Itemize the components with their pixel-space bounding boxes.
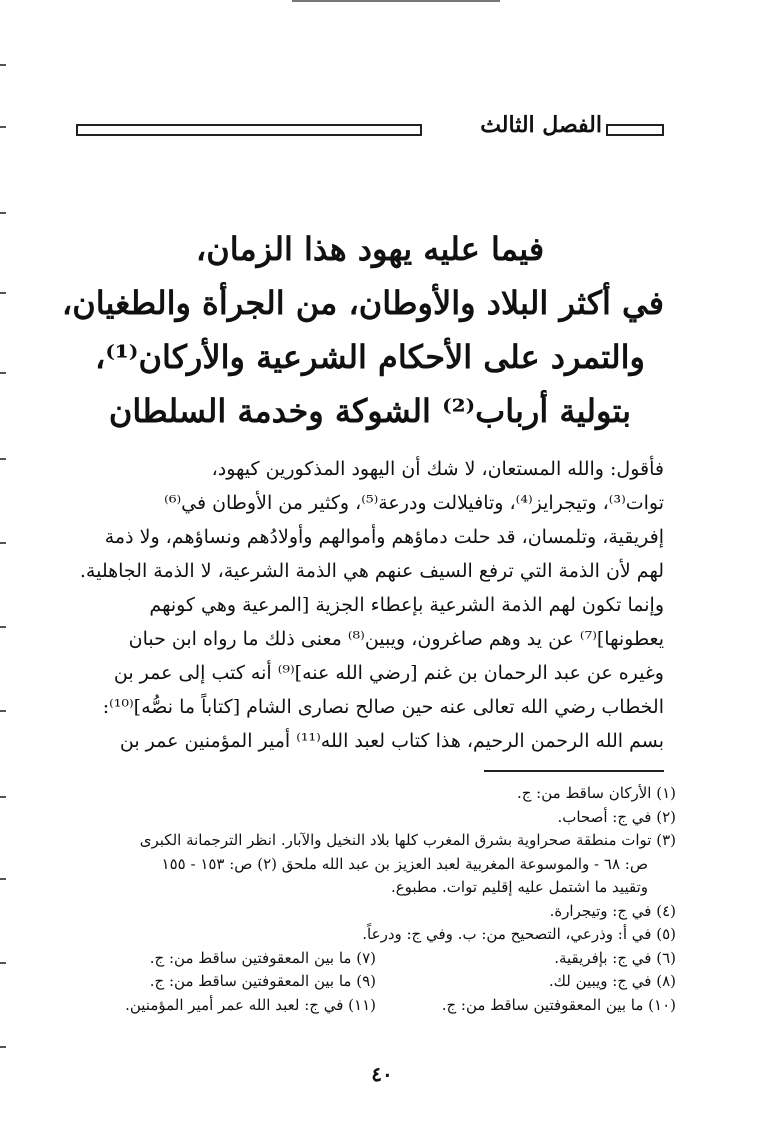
title-line: والتمرد على الأحكام الشرعية والأركان⁽¹⁾، — [95, 338, 645, 376]
footnote: (١٠) ما بين المعقوفتين ساقط من: ج. — [441, 995, 676, 1014]
body-line: الخطاب رضي الله تعالى عنه حين صالح نصارى الشام [كتاباً ما نصُّه]⁽¹⁰⁾: — [102, 696, 664, 718]
section-title — [61, 222, 664, 438]
footnote: (٩) ما بين المعقوفتين ساقط من: ج. — [149, 972, 376, 990]
header-frame-left — [76, 124, 422, 136]
footnote: (١) الأركان ساقط من: ج. — [516, 784, 676, 802]
chapter-header — [76, 112, 664, 144]
header-frame-right — [606, 124, 664, 136]
footnote-continuation: ص: ٦٨ - والموسوعة المغربية لعبد العزيز بن عبد الله ملحق (٢) ص: ١٥٣ - ١٥٥ — [161, 854, 648, 873]
margin-tick — [0, 542, 6, 544]
footnote-pair — [76, 970, 676, 994]
footnote-continuation: وتقييد ما اشتمل عليه إقليم توات. مطبوع. — [390, 878, 648, 896]
margin-tick — [0, 796, 6, 798]
body-line: يعطونها]⁽⁷⁾ عن يد وهم صاغرون، ويبين⁽⁸⁾ معنى ذلك ما رواه ابن حبان — [128, 628, 664, 650]
body-line: بسم الله الرحمن الرحيم، هذا كتاب لعبد الله⁽¹¹⁾ أمير المؤمنين عمر بن — [119, 730, 664, 752]
footnote-pair — [76, 947, 676, 971]
margin-tick — [0, 64, 6, 66]
page-number: ٤٠ — [371, 1062, 393, 1086]
top-edge-line — [292, 0, 500, 2]
footnote: (٦) في ج: بإفريقية. — [554, 948, 676, 967]
body-line: إفريقية، وتلمسان، قد حلت دماؤهم وأموالهم وأولادُهم ونساؤهم، ولا ذمة — [104, 526, 664, 548]
footnote: (٥) في أ: وذرعي، التصحيح من: ب. وفي ج: ودرعاً. — [362, 925, 676, 943]
title-line: في أكثر البلاد والأوطان، من الجرأة والطغيان، — [61, 284, 664, 322]
body-line: توات⁽³⁾، وتيجرايز⁽⁴⁾، وتافيلالت ودرعة⁽⁵⁾، وكثير من الأوطان في⁽⁶⁾ — [164, 492, 664, 514]
body-line: وإنما تكون لهم الذمة الشرعية بإعطاء الجزية [المرعية وهي كونهم — [149, 594, 664, 616]
margin-tick — [0, 710, 6, 712]
margin-tick — [0, 292, 6, 294]
body-line: وغيره عن عبد الرحمان بن غنم [رضي الله عنه]⁽⁹⁾ أنه كتب إلى عمر بن — [113, 662, 664, 684]
margin-tick — [0, 1046, 6, 1048]
footnote: (٣) توات منطقة صحراوية بشرق المغرب كلها بلاد النخيل والآبار. انظر الترجمانة الكبرى — [139, 831, 676, 849]
footnote: (٤) في ج: وتيجرارة. — [549, 901, 676, 920]
margin-tick — [0, 626, 6, 628]
margin-tick — [0, 962, 6, 964]
footnote: (٨) في ج: ويبين لك. — [548, 972, 676, 990]
title-line: بتولية أرباب⁽²⁾ الشوكة وخدمة السلطان — [108, 392, 632, 430]
margin-tick — [0, 212, 6, 214]
margin-tick — [0, 878, 6, 880]
title-line: فيما عليه يهود هذا الزمان، — [195, 230, 545, 268]
body-line: فأقول: والله المستعان، لا شك أن اليهود المذكورين كيهود، — [211, 458, 664, 480]
margin-tick — [0, 458, 6, 460]
body-line: لهم لأن الذمة التي ترفع السيف عنهم هي الذمة الشرعية، لا الذمة الجاهلية. — [79, 560, 664, 582]
footnote-separator — [484, 770, 664, 772]
body-paragraph — [76, 452, 664, 758]
margin-tick — [0, 126, 6, 128]
footnote: (٧) ما بين المعقوفتين ساقط من: ج. — [149, 948, 376, 967]
chapter-title: الفصل الثالث — [480, 112, 602, 138]
footnote-pair — [76, 994, 676, 1018]
footnote: (٢) في ج: أصحاب. — [557, 807, 676, 826]
footnote: (١١) في ج: لعبد الله عمر أمير المؤمنين. — [125, 995, 376, 1014]
footnotes — [76, 782, 676, 1017]
margin-tick — [0, 372, 6, 374]
